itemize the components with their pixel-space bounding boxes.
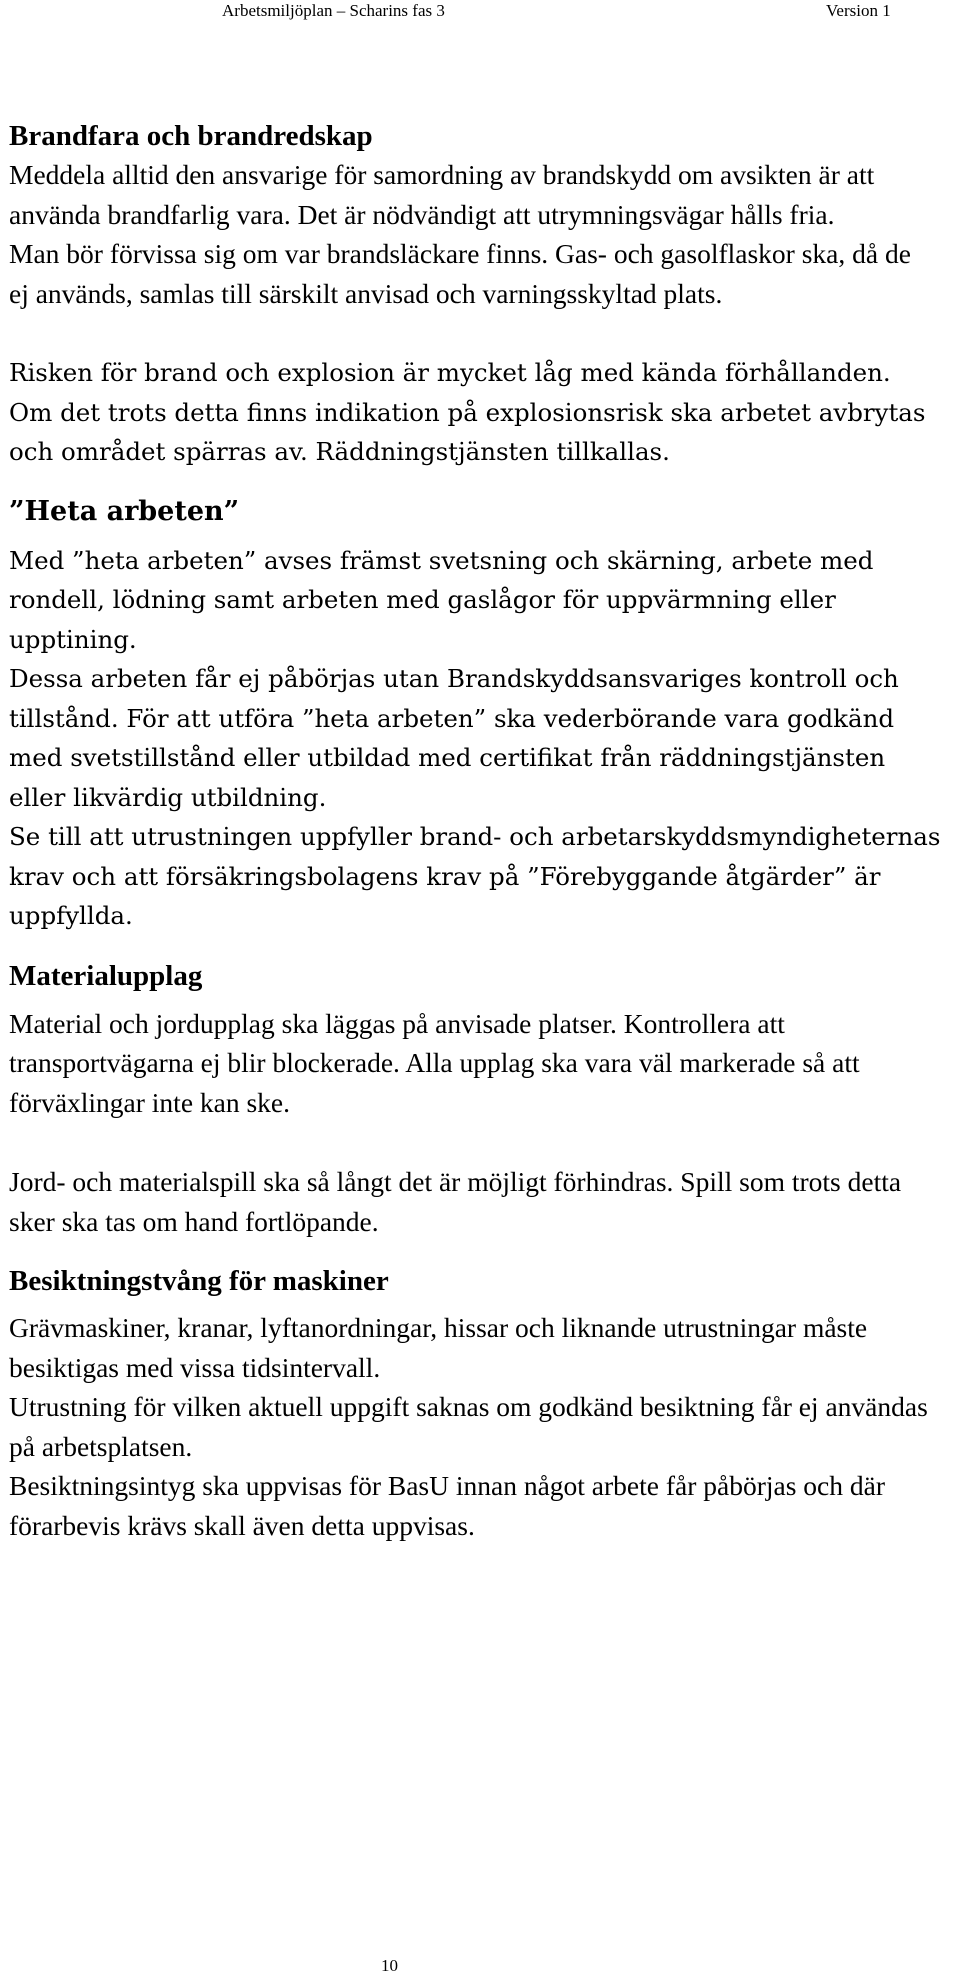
section-hot-work (9, 494, 954, 936)
section-heading-fire: Brandfara och brandredskap (9, 120, 373, 152)
paragraph-hot-work-equipment: Se till att utrustningen uppfyller brand- och arbetarskyddsmyndigheternas krav och att försäkringsbolagens krav på ”Förebyggande åtgärder” är uppfyllda. (9, 822, 941, 930)
paragraph-material-spill: Jord- och materialspill ska så långt det är möjligt förhindras. Spill som trots detta sker ska tas om hand fortlöpande. (9, 1166, 902, 1237)
paragraph-hot-work-permit: Dessa arbeten får ej påbörjas utan Brandskyddsansvariges kontroll och tillstånd. För att utföra ”heta arbeten” ska vederbörande vara godkänd med svetstillstånd eller utbildad med certifikat från räddningstjänsten eller likvärdig utbildning. (9, 664, 899, 812)
paragraph-fire-notify: Meddela alltid den ansvarige för samordning av brandskydd om avsikten är att använda brandfarlig vara. Det är nödvändigt att utrymningsvägar hålls fria. (9, 159, 875, 230)
document-version: Version 1 (826, 1, 891, 20)
paragraph-fire-explosion-risk: Risken för brand och explosion är mycket låg med kända förhållanden. Om det trots detta finns indikation på explosionsrisk ska arbetet avbrytas och området spärras av. Räddningstjänsten tillkallas. (9, 358, 926, 466)
section-inspection (9, 1263, 954, 1545)
paragraph-inspection-missing: Utrustning för vilken aktuell uppgift saknas om godkänd besiktning får ej användas på arbetsplatsen. (9, 1391, 928, 1462)
section-heading-hot-work: ”Heta arbeten” (9, 495, 240, 527)
section-heading-inspection: Besiktningstvång för maskiner (9, 1265, 389, 1297)
section-material (9, 958, 954, 1242)
document-body (9, 118, 954, 1545)
paragraph-inspection-machines: Grävmaskiner, kranar, lyftanordningar, hissar och liknande utrustningar måste besiktigas med vissa tidsintervall. (9, 1312, 868, 1383)
page-number: 10 (381, 1956, 398, 1975)
document-title: Arbetsmiljöplan – Scharins fas 3 (222, 1, 445, 20)
section-heading-material: Materialupplag (9, 959, 203, 992)
paragraph-material-storage: Material och jordupplag ska läggas på anvisade platser. Kontrollera att transportvägarna ej blir blockerade. Alla upplag ska vara väl markerade så att förväxlingar inte kan ske. (9, 1007, 860, 1118)
paragraph-fire-extinguishers: Man bör förvissa sig om var brandsläckare finns. Gas- och gasolflaskor ska, då de ej används, samlas till särskilt anvisad och varningsskyltad plats. (9, 238, 911, 309)
page-header (0, 0, 960, 30)
paragraph-hot-work-definition: Med ”heta arbeten” avses främst svetsning och skärning, arbete med rondell, lödning samt arbeten med gaslågor för uppvärmning eller upptining. (9, 545, 874, 654)
paragraph-inspection-certificate: Besiktningsintyg ska uppvisas för BasU innan något arbete får påbörjas och där förarbevis krävs skall även detta uppvisas. (9, 1470, 885, 1541)
section-fire (9, 118, 954, 472)
